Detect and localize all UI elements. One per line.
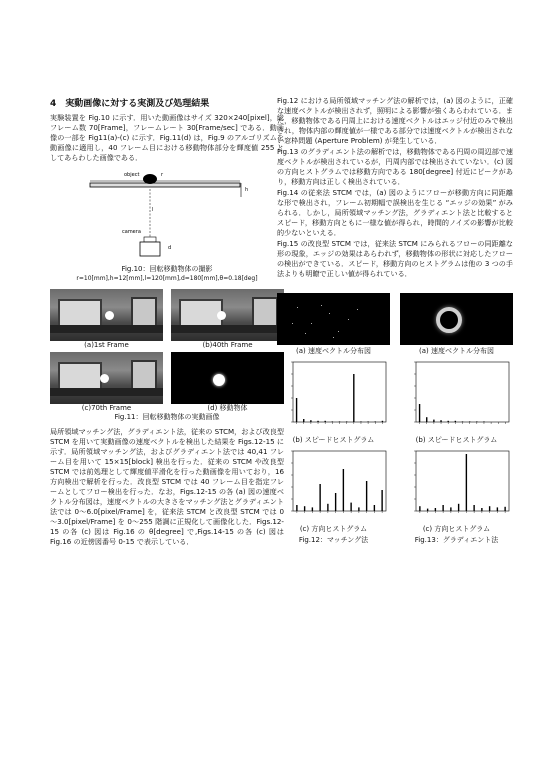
histogram-bar — [375, 421, 376, 422]
histogram-bar — [455, 421, 456, 422]
mark-r: r — [161, 172, 164, 178]
histogram-bar — [426, 417, 427, 422]
fig13-c-label: (c) 方向ヒストグラム — [422, 525, 491, 533]
figures-12-13 — [277, 293, 513, 547]
plot-frame — [416, 451, 509, 511]
histogram-bar — [319, 484, 320, 511]
histogram-bar — [332, 421, 333, 422]
histogram-bar — [367, 421, 368, 422]
histogram-bar — [440, 420, 441, 422]
paragraph: Fig.12 における局所領域マッチング法の解析では，(a) 図のように，正確な速度ベクトルが検出されず，照明による影響が強くあらわれている．また，移動物体である円周上における速度ベクトルはエッジ付近のみで検出され，物体内部の輝度値が一様である部分では速度ベクトルが検出されない窓枠問題 (Aperture Problem) が発生している． — [277, 96, 513, 145]
fig13-vector-map — [400, 293, 513, 345]
histogram-bar — [473, 505, 474, 511]
histogram-bar — [462, 421, 463, 422]
histogram-bar — [312, 507, 313, 511]
camera-lens — [144, 237, 156, 242]
plot-frame — [293, 451, 386, 511]
histogram-bar — [382, 421, 383, 422]
fig12-b-label: (b) スピードヒストグラム — [292, 436, 375, 444]
paragraph: Fig.14 の従来法 STCM では，(a) 図のようにフローが移動方向に同距離な形で検出され，フレーム初期幅で誤検出を生じる “エッジの効果” がみられる．しかし，局所領域マッチング法，グラディエント法と比較するとスピード，移動方向ともに一様な値が得られ，時間的ノイズの影響が比較的少ないといえる． — [277, 188, 513, 237]
histogram-bar — [427, 509, 428, 511]
histogram-bar — [343, 469, 344, 511]
fig12-caption: Fig.12：マッチング法 — [298, 536, 369, 544]
fig12-direction-histogram — [277, 447, 390, 519]
histogram-bar — [466, 454, 467, 511]
histogram-bar — [353, 374, 354, 422]
histogram-bar — [419, 404, 420, 422]
histogram-bar — [360, 421, 361, 422]
fig12-speed-histogram — [277, 358, 390, 430]
fig13-a-label: (a) 速度ベクトル分布図 — [419, 347, 494, 355]
frame-70-image — [50, 352, 163, 404]
histogram-bar — [339, 421, 340, 422]
histogram-bar — [433, 420, 434, 422]
frame-40-image — [171, 289, 284, 341]
plot-frame — [293, 362, 386, 422]
histogram-bar — [296, 505, 297, 511]
histogram-bar — [366, 481, 367, 511]
frame-40-label: (b)40th Frame — [202, 341, 253, 349]
histogram-bar — [324, 421, 325, 422]
histogram-bar — [304, 506, 305, 511]
histogram-bar — [303, 419, 304, 422]
mark-d: d — [168, 245, 172, 251]
fig13-speed-histogram — [400, 358, 513, 430]
figure-10 — [50, 167, 284, 265]
fig12-a-label: (a) 速度ベクトル分布図 — [296, 347, 371, 355]
histogram-bar — [317, 421, 318, 422]
fig13-caption: Fig.13：グラディエント法 — [414, 536, 499, 544]
histogram-bar — [481, 508, 482, 511]
histogram-bar — [483, 421, 484, 422]
fig10-caption: Fig.10：回転移動物体の撮影 — [121, 265, 213, 273]
paragraph: 局所領域マッチング法，グラディエント法，従来の STCM，および改良型 STCM を用いて実動画像の速度ベクトルを検出した結果を Figs.12-15 に示す．局所領域マッチング法，およびグラディエント法では 40,41 フレーム目を用いて 15×15[block] 検出を行った．従来の STCM や改良型 STCM では前処理として輝度値平滑化を行った動画像を用いており，16 方向検出で解析を行った．改良型 STCM では 40 フレーム目を指定フレームとしてフロー検出を行った．なお，Figs.12-15 の各 (a) 図の速度ベクトル分布図は，速度ベクトルの大きさをマッチング法とグラディエント法では 0～6.0[pixel/Frame] を，従来法 STCM と改良型 STCM では 0～3.0[pixel/Frame] を 0～255 階調に正規化して画像化した．Figs.12-15 の各 (c) 図は Fig.16 の θ[degree] で,Figs.14-15 の各 (c) 図は Fig.16 の近傍図番号 0-15 で表示している． — [50, 427, 284, 546]
histogram-bar — [435, 508, 436, 511]
turntable-bar — [90, 183, 240, 187]
frame-70-label: (c)70th Frame — [81, 404, 132, 412]
histogram-bar — [327, 504, 328, 511]
camera-body — [140, 242, 160, 256]
histogram-bar — [450, 507, 451, 511]
histogram-bar — [310, 420, 311, 422]
histogram-bar — [296, 398, 297, 422]
histogram-bar — [442, 505, 443, 511]
fig13-direction-histogram — [400, 447, 513, 519]
mark-h: h — [245, 187, 249, 193]
mark-l: l — [152, 207, 154, 213]
fig10-params: r=10[mm],h=12[mm],l=120[mm],d=180[mm],θ=0.18[deg] — [76, 275, 258, 282]
histogram-bar — [497, 507, 498, 511]
paragraph: 実験装置を Fig.10 に示す．用いた動画像はサイズ 320×240[pixel]，総フレーム数 70[Frame]，フレームレート 30[Frame/sec] である．動画像の一部を Fig11(a)-(c) に示す．Fig.11(d) は，Fig.9 のアルゴリズムを動画像に適用し，40 フレーム目における移動物体部分を輝度値 255 としてあらわした画像である． — [50, 113, 284, 162]
apparatus-diagram — [50, 167, 284, 265]
fig12-c-label: (c) 方向ヒストグラム — [299, 525, 368, 533]
camera-label: camera — [122, 229, 141, 235]
paragraph: Fig.15 の改良型 STCM では，従来法 STCM にみられるフローの同距離な形の現象，エッジの効果はあらわれず，移動物体の形状に対応したフローの検出ができている．スピード，移動方向のヒストグラムは他の 3 つの手法よりも明瞭で正しい値が得られている． — [277, 239, 513, 278]
histogram-bar — [489, 506, 490, 511]
fig11-caption: Fig.11：回転移動物体の実動画像 — [114, 413, 220, 421]
histogram-bar — [335, 493, 336, 511]
histogram-bar — [350, 503, 351, 511]
histogram-bar — [374, 505, 375, 511]
fig13-b-label: (b) スピードヒストグラム — [415, 436, 498, 444]
figure-12 — [277, 293, 390, 547]
histogram-bar — [458, 504, 459, 511]
object-label: object — [124, 172, 140, 178]
histogram-bar — [504, 507, 505, 511]
histogram-bar — [381, 490, 382, 511]
left-column — [50, 96, 284, 548]
paragraph: Fig.13 のグラディエント法の解析では，移動物体である円周の周辺部で速度ベクトルが検出されているが，円周内部では検出されていない．(c) 図の方向ヒストグラムでは移動方向である 180[degree] 付近にピークがあり，移動方向は正しく検出されている． — [277, 147, 513, 186]
figure-13 — [400, 293, 513, 547]
histogram-bar — [447, 421, 448, 422]
histogram-bar — [358, 507, 359, 511]
right-column — [277, 96, 513, 547]
fig12-vector-map — [277, 293, 390, 345]
moving-object-label: (d) 移動物体 — [207, 404, 248, 412]
histogram-bar — [476, 421, 477, 422]
object-shape — [143, 174, 157, 184]
histogram-bar — [419, 506, 420, 511]
figure-11 — [50, 289, 284, 413]
frame-1-label: (a)1st Frame — [84, 341, 129, 349]
histogram-bar — [469, 421, 470, 422]
frame-1-image — [50, 289, 163, 341]
histogram-bar — [346, 421, 347, 422]
section-title: 4 実動画像に対する実測及び処理結果 — [50, 99, 210, 109]
moving-object-image — [171, 352, 284, 404]
plot-frame — [416, 362, 509, 422]
